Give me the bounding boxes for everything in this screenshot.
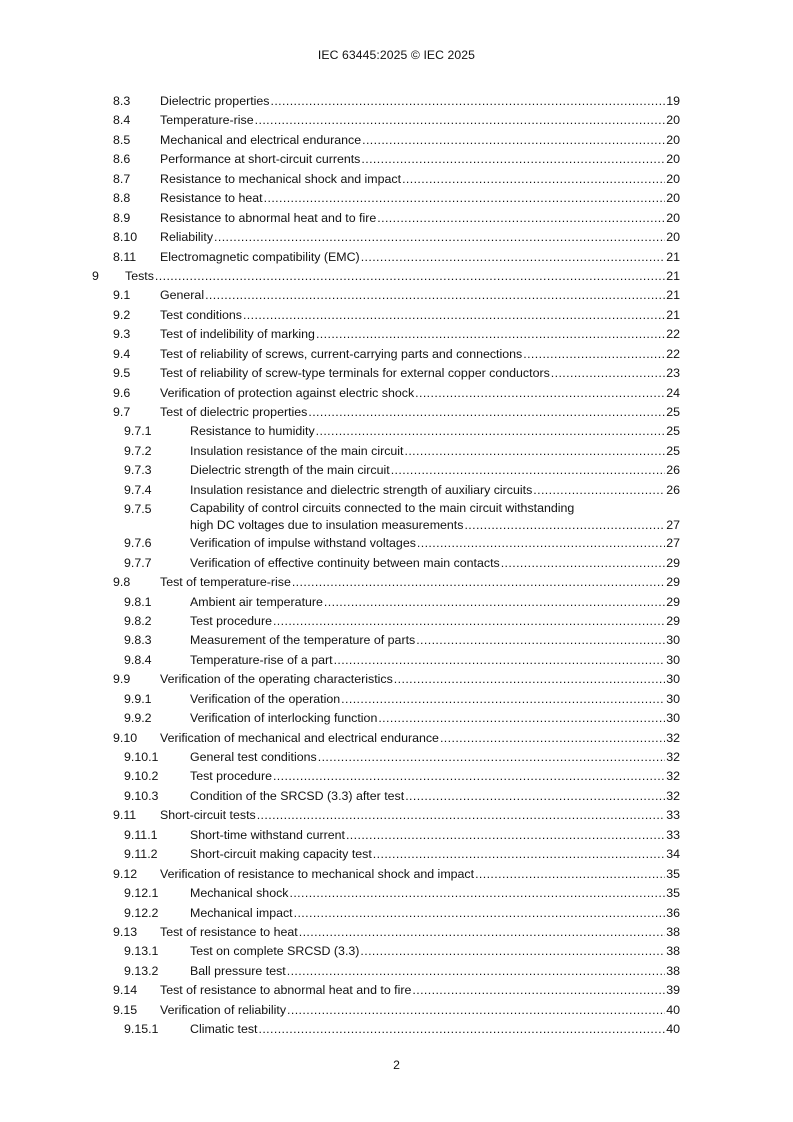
toc-entry-page: 25: [666, 424, 680, 439]
dot-leader: [394, 670, 665, 689]
dot-leader: [464, 517, 665, 534]
toc-entry-title: Test procedure: [190, 613, 272, 628]
toc-entry-title: Insulation resistance of the main circuit: [190, 443, 404, 458]
dot-leader: [341, 690, 665, 709]
toc-entry-title: Capability of control circuits connected to the main circuit withstanding: [190, 501, 575, 516]
toc-entry-page: 30: [666, 672, 680, 687]
dot-leader: [346, 826, 665, 845]
toc-entry-title-continued: high DC voltages due to insulation measurements: [190, 518, 464, 533]
toc-entry[interactable]: [0, 228, 793, 247]
toc-entry-page: 27: [666, 518, 680, 533]
toc-entry-page: 19: [666, 94, 680, 108]
toc-entry-page: 21: [666, 307, 680, 322]
dot-leader: [361, 150, 665, 169]
toc-entry-number: 9.8.2: [124, 613, 152, 628]
toc-entry-page: 21: [666, 268, 680, 283]
dot-leader: [373, 845, 665, 864]
toc-entry-title: General test conditions: [190, 750, 317, 764]
toc-entry-title: Measurement of the temperature of parts: [190, 633, 416, 648]
dot-leader: [214, 228, 665, 247]
toc-entry-number: 9.8.3: [124, 633, 152, 648]
toc-entry-page: 25: [666, 405, 680, 419]
toc-entry-number: 9.12.2: [124, 905, 159, 920]
dot-leader: [416, 631, 665, 650]
toc-entry[interactable]: [0, 865, 793, 884]
dot-leader: [362, 131, 665, 150]
dot-leader: [243, 306, 665, 325]
toc-entry[interactable]: [0, 826, 793, 845]
toc-entry-page: 40: [666, 1002, 680, 1017]
toc-entry-title: Mechanical impact: [190, 905, 293, 920]
toc-entry-page: 35: [666, 866, 680, 881]
dot-leader: [417, 534, 665, 553]
toc-entry[interactable]: [0, 92, 793, 111]
toc-entry-number: 9.2: [113, 307, 131, 322]
toc-entry[interactable]: [0, 573, 793, 592]
toc-entry-number: 9.7.3: [124, 463, 152, 478]
toc-entry-page: 20: [666, 191, 680, 206]
dot-leader: [289, 884, 665, 903]
toc-entry[interactable]: [0, 442, 793, 461]
toc-entry-number: 9: [92, 268, 99, 283]
toc-entry[interactable]: [0, 209, 793, 228]
dot-leader: [292, 573, 665, 592]
toc-entry-page: 20: [666, 152, 680, 167]
toc-entry-title: Climatic test: [190, 1022, 258, 1037]
toc-entry-page: 30: [666, 711, 680, 726]
dot-leader: [324, 593, 665, 612]
toc-entry-page: 26: [666, 463, 680, 478]
dot-leader: [287, 962, 665, 981]
toc-entry[interactable]: [0, 267, 793, 286]
toc-entry-title: Mechanical and electrical endurance: [160, 132, 362, 147]
toc-entry-number: 9.13.2: [124, 963, 159, 978]
toc-entry-number: 9.11.1: [124, 827, 158, 842]
toc-entry-number: 9.3: [113, 327, 131, 342]
toc-entry-title: Reliability: [160, 230, 214, 245]
toc-entry-title: Verification of effective continuity between main contacts: [190, 555, 500, 570]
toc-entry-number: 8.9: [113, 210, 131, 225]
toc-entry[interactable]: [0, 670, 793, 689]
toc-entry-number: 8.7: [113, 171, 131, 186]
dot-leader: [205, 286, 665, 305]
toc-entry-number: 9.7.4: [124, 482, 152, 497]
toc-entry-title: Insulation resistance and dielectric strength of auxiliary circuits: [190, 482, 533, 497]
toc-entry-number: 8.3: [113, 94, 131, 108]
toc-entry-number: 9.10.2: [124, 769, 159, 784]
toc-entry-title: Short-time withstand current: [190, 827, 345, 842]
toc-entry[interactable]: [0, 612, 793, 631]
dot-leader: [533, 481, 665, 500]
dot-leader: [308, 403, 665, 422]
toc-entry-page: 24: [666, 385, 680, 400]
toc-entry-page: 20: [666, 171, 680, 186]
page-header: IEC 63445:2025 © IEC 2025: [317, 48, 476, 62]
toc-entry[interactable]: [0, 690, 793, 709]
toc-entry-number: 8.5: [113, 132, 131, 147]
toc-entry-title: Test of indelibility of marking: [160, 327, 315, 342]
dot-leader: [551, 364, 665, 383]
toc-entry-title: Performance at short-circuit currents: [160, 152, 361, 167]
toc-entry-title: Test of resistance to heat: [160, 924, 298, 939]
toc-entry-page: 40: [666, 1022, 680, 1037]
dot-leader: [294, 904, 666, 923]
toc-entry[interactable]: [0, 806, 793, 825]
toc-entry-number: 8.11: [113, 249, 137, 264]
toc-entry-title: Test of reliability of screw-type terminals for external copper conductors: [160, 366, 550, 381]
dot-leader: [415, 384, 665, 403]
toc-entry[interactable]: [0, 1001, 793, 1020]
toc-entry-page: 20: [666, 210, 680, 225]
page-number: 2: [393, 1058, 400, 1072]
toc-entry-title: Ambient air temperature: [190, 594, 323, 609]
toc-entry-page: 22: [666, 346, 680, 361]
toc-entry-number: 9.9.2: [124, 711, 152, 726]
toc-entry[interactable]: [0, 748, 793, 767]
toc-entry-number: 8.10: [113, 230, 138, 245]
toc-entry-page: 29: [666, 594, 680, 609]
toc-entry-title: Verification of protection against electric shock: [160, 385, 415, 400]
toc-entry-page: 20: [666, 132, 680, 147]
toc-entry-page: 30: [666, 633, 680, 648]
dot-leader: [391, 461, 666, 480]
toc-entry-page: 25: [666, 443, 680, 458]
toc-entry[interactable]: [0, 481, 793, 500]
toc-entry[interactable]: [0, 248, 793, 267]
toc-entry-title: Resistance to humidity: [190, 424, 315, 439]
toc-entry-title: Verification of reliability: [160, 1002, 287, 1017]
toc-entry-title: Test of resistance to abnormal heat and to fire: [160, 983, 412, 998]
toc-entry-page: 21: [666, 249, 680, 264]
toc-entry-title: Dielectric strength of the main circuit: [190, 463, 390, 478]
toc-entry-title: Test of temperature-rise: [160, 575, 291, 590]
toc-entry[interactable]: [0, 131, 793, 150]
toc-entry-page: 33: [666, 827, 680, 842]
dot-leader: [316, 422, 666, 441]
dot-leader: [334, 651, 666, 670]
toc-entry-title: Dielectric properties: [160, 94, 270, 108]
toc-entry-title: Ball pressure test: [190, 963, 286, 978]
toc-entry-number: 9.4: [113, 346, 131, 361]
toc-entry-number: 9.10: [113, 730, 138, 745]
toc-entry-number: 9.11: [113, 808, 137, 823]
toc-entry-page: 38: [666, 944, 680, 959]
toc-entry-number: 9.8.1: [124, 594, 152, 609]
toc-entry[interactable]: [0, 884, 793, 903]
toc-entry[interactable]: [0, 942, 793, 961]
toc-entry-page: 29: [666, 613, 680, 628]
dot-leader: [287, 1001, 665, 1020]
toc-entry[interactable]: [0, 904, 793, 923]
toc-entry[interactable]: [0, 306, 793, 325]
toc-entry-title: Temperature-rise of a part: [190, 652, 333, 667]
toc-entry-title: Condition of the SRCSD (3.3) after test: [190, 788, 405, 803]
toc-entry-number: 8.6: [113, 152, 131, 167]
toc-entry-number: 9.11.2: [124, 847, 158, 862]
toc-entry-title: Test of reliability of screws, current-carrying parts and connections: [160, 346, 523, 361]
toc-entry-number: 9.8.4: [124, 652, 152, 667]
toc-entry-page: 38: [666, 924, 680, 939]
dot-leader: [405, 442, 666, 461]
dot-leader: [299, 923, 665, 942]
toc-entry[interactable]: [0, 729, 793, 748]
toc-entry-number: 9.7.1: [124, 424, 152, 439]
toc-entry-number: 9.12.1: [124, 886, 159, 901]
toc-entry-page: 27: [666, 536, 680, 551]
table-of-contents: [0, 92, 793, 1040]
toc-entry[interactable]: [0, 403, 793, 422]
toc-entry-title: Resistance to heat: [160, 191, 263, 206]
toc-entry-page: 38: [666, 963, 680, 978]
toc-entry-number: 9.8: [113, 575, 131, 590]
toc-entry-page: 29: [666, 555, 680, 570]
toc-entry-number: 9.7.7: [124, 555, 152, 570]
toc-entry[interactable]: [0, 1020, 793, 1039]
dot-leader: [255, 111, 666, 130]
toc-entry[interactable]: [0, 631, 793, 650]
toc-entry-page: 34: [666, 847, 680, 862]
toc-entry[interactable]: [0, 150, 793, 169]
dot-leader: [402, 170, 665, 189]
toc-entry[interactable]: [0, 500, 793, 534]
toc-entry-page: 21: [666, 288, 680, 303]
toc-entry-title: Tests: [125, 268, 154, 283]
toc-entry[interactable]: [0, 554, 793, 573]
toc-entry[interactable]: [0, 461, 793, 480]
dot-leader: [378, 709, 665, 728]
toc-entry-page: 32: [666, 730, 680, 745]
toc-entry-title: Resistance to abnormal heat and to fire: [160, 210, 377, 225]
toc-entry-number: 9.12: [113, 866, 138, 881]
toc-entry-title: Test procedure: [190, 769, 272, 784]
toc-entry-page: 36: [666, 905, 680, 920]
toc-entry-title: Resistance to mechanical shock and impact: [160, 171, 402, 186]
toc-entry-page: 23: [666, 366, 680, 381]
dot-leader: [264, 189, 666, 208]
toc-entry-number: 9.15: [113, 1002, 138, 1017]
toc-entry-title: Verification of mechanical and electrical endurance: [160, 730, 439, 745]
toc-entry-number: 9.13: [113, 924, 138, 939]
toc-entry[interactable]: [0, 845, 793, 864]
toc-entry-number: 9.1: [113, 288, 131, 303]
dot-leader: [318, 748, 665, 767]
toc-entry[interactable]: [0, 593, 793, 612]
toc-entry[interactable]: [0, 787, 793, 806]
dot-leader: [377, 209, 665, 228]
toc-entry-title: Test on complete SRCSD (3.3): [190, 944, 360, 959]
toc-entry-number: 9.14: [113, 983, 138, 998]
toc-entry-number: 8.8: [113, 191, 131, 206]
toc-entry-page: 33: [666, 808, 680, 823]
toc-entry-page: 30: [666, 691, 680, 706]
dot-leader: [271, 92, 666, 111]
toc-entry-number: 9.10.1: [124, 750, 159, 764]
toc-entry-number: 9.13.1: [124, 944, 159, 959]
toc-entry[interactable]: [0, 651, 793, 670]
toc-entry-page: 20: [666, 230, 680, 245]
toc-entry-number: 9.6: [113, 385, 131, 400]
toc-entry-page: 32: [666, 750, 680, 764]
dot-leader: [273, 612, 665, 631]
toc-entry[interactable]: [0, 111, 793, 130]
dot-leader: [258, 1020, 665, 1039]
toc-entry-page: 39: [666, 983, 680, 998]
dot-leader: [155, 267, 665, 286]
dot-leader: [405, 787, 665, 806]
toc-entry[interactable]: [0, 981, 793, 1000]
toc-entry[interactable]: [0, 709, 793, 728]
toc-entry[interactable]: [0, 767, 793, 786]
toc-entry-title: Short-circuit tests: [160, 808, 256, 823]
toc-entry-number: 9.10.3: [124, 788, 159, 803]
toc-entry-title: Temperature-rise: [160, 113, 254, 128]
toc-entry-number: 8.4: [113, 113, 131, 128]
toc-entry-page: 30: [666, 652, 680, 667]
dot-leader: [475, 865, 665, 884]
toc-entry[interactable]: [0, 345, 793, 364]
dot-leader: [440, 729, 665, 748]
toc-entry-page: 32: [666, 769, 680, 784]
toc-entry[interactable]: [0, 534, 793, 553]
toc-entry-title: Verification of interlocking function: [190, 711, 378, 726]
toc-entry-number: 9.7.6: [124, 536, 152, 551]
toc-entry[interactable]: [0, 325, 793, 344]
toc-entry-number: 9.7: [113, 405, 131, 419]
toc-entry[interactable]: [0, 189, 793, 208]
toc-entry-title: Verification of resistance to mechanical shock and impact: [160, 866, 475, 881]
toc-entry[interactable]: [0, 422, 793, 441]
dot-leader: [360, 942, 665, 961]
toc-entry-page: 20: [666, 113, 680, 128]
toc-entry[interactable]: [0, 384, 793, 403]
dot-leader: [361, 248, 666, 267]
toc-entry-number: 9.9.1: [124, 691, 152, 706]
toc-entry[interactable]: [0, 962, 793, 981]
toc-entry-title: Test conditions: [160, 307, 242, 322]
dot-leader: [316, 325, 665, 344]
toc-entry-title: Short-circuit making capacity test: [190, 847, 372, 862]
toc-entry-title: Verification of the operation: [190, 691, 341, 706]
toc-entry-title: Mechanical shock: [190, 886, 289, 901]
dot-leader: [412, 981, 665, 1000]
toc-entry-page: 29: [666, 575, 680, 590]
dot-leader: [257, 806, 665, 825]
toc-entry-title: Verification of impulse withstand voltages: [190, 536, 416, 551]
toc-entry-page: 35: [666, 886, 680, 901]
dot-leader: [523, 345, 665, 364]
toc-entry-title: Test of dielectric properties: [160, 405, 308, 419]
toc-entry-number: 9.7.5: [124, 502, 152, 517]
toc-entry[interactable]: [0, 923, 793, 942]
toc-entry-title: Verification of the operating characteristics: [160, 672, 393, 687]
toc-entry[interactable]: [0, 170, 793, 189]
toc-entry-number: 9.7.2: [124, 443, 152, 458]
toc-entry-title: General: [160, 288, 205, 303]
dot-leader: [273, 767, 665, 786]
toc-entry-page: 32: [666, 788, 680, 803]
toc-entry[interactable]: [0, 286, 793, 305]
toc-entry-page: 26: [666, 482, 680, 497]
toc-entry-title: Electromagnetic compatibility (EMC): [160, 249, 360, 264]
toc-entry-number: 9.9: [113, 672, 131, 687]
toc-entry-page: 22: [666, 327, 680, 342]
toc-entry[interactable]: [0, 364, 793, 383]
toc-entry-number: 9.5: [113, 366, 131, 381]
toc-entry-number: 9.15.1: [124, 1022, 159, 1037]
dot-leader: [501, 554, 665, 573]
